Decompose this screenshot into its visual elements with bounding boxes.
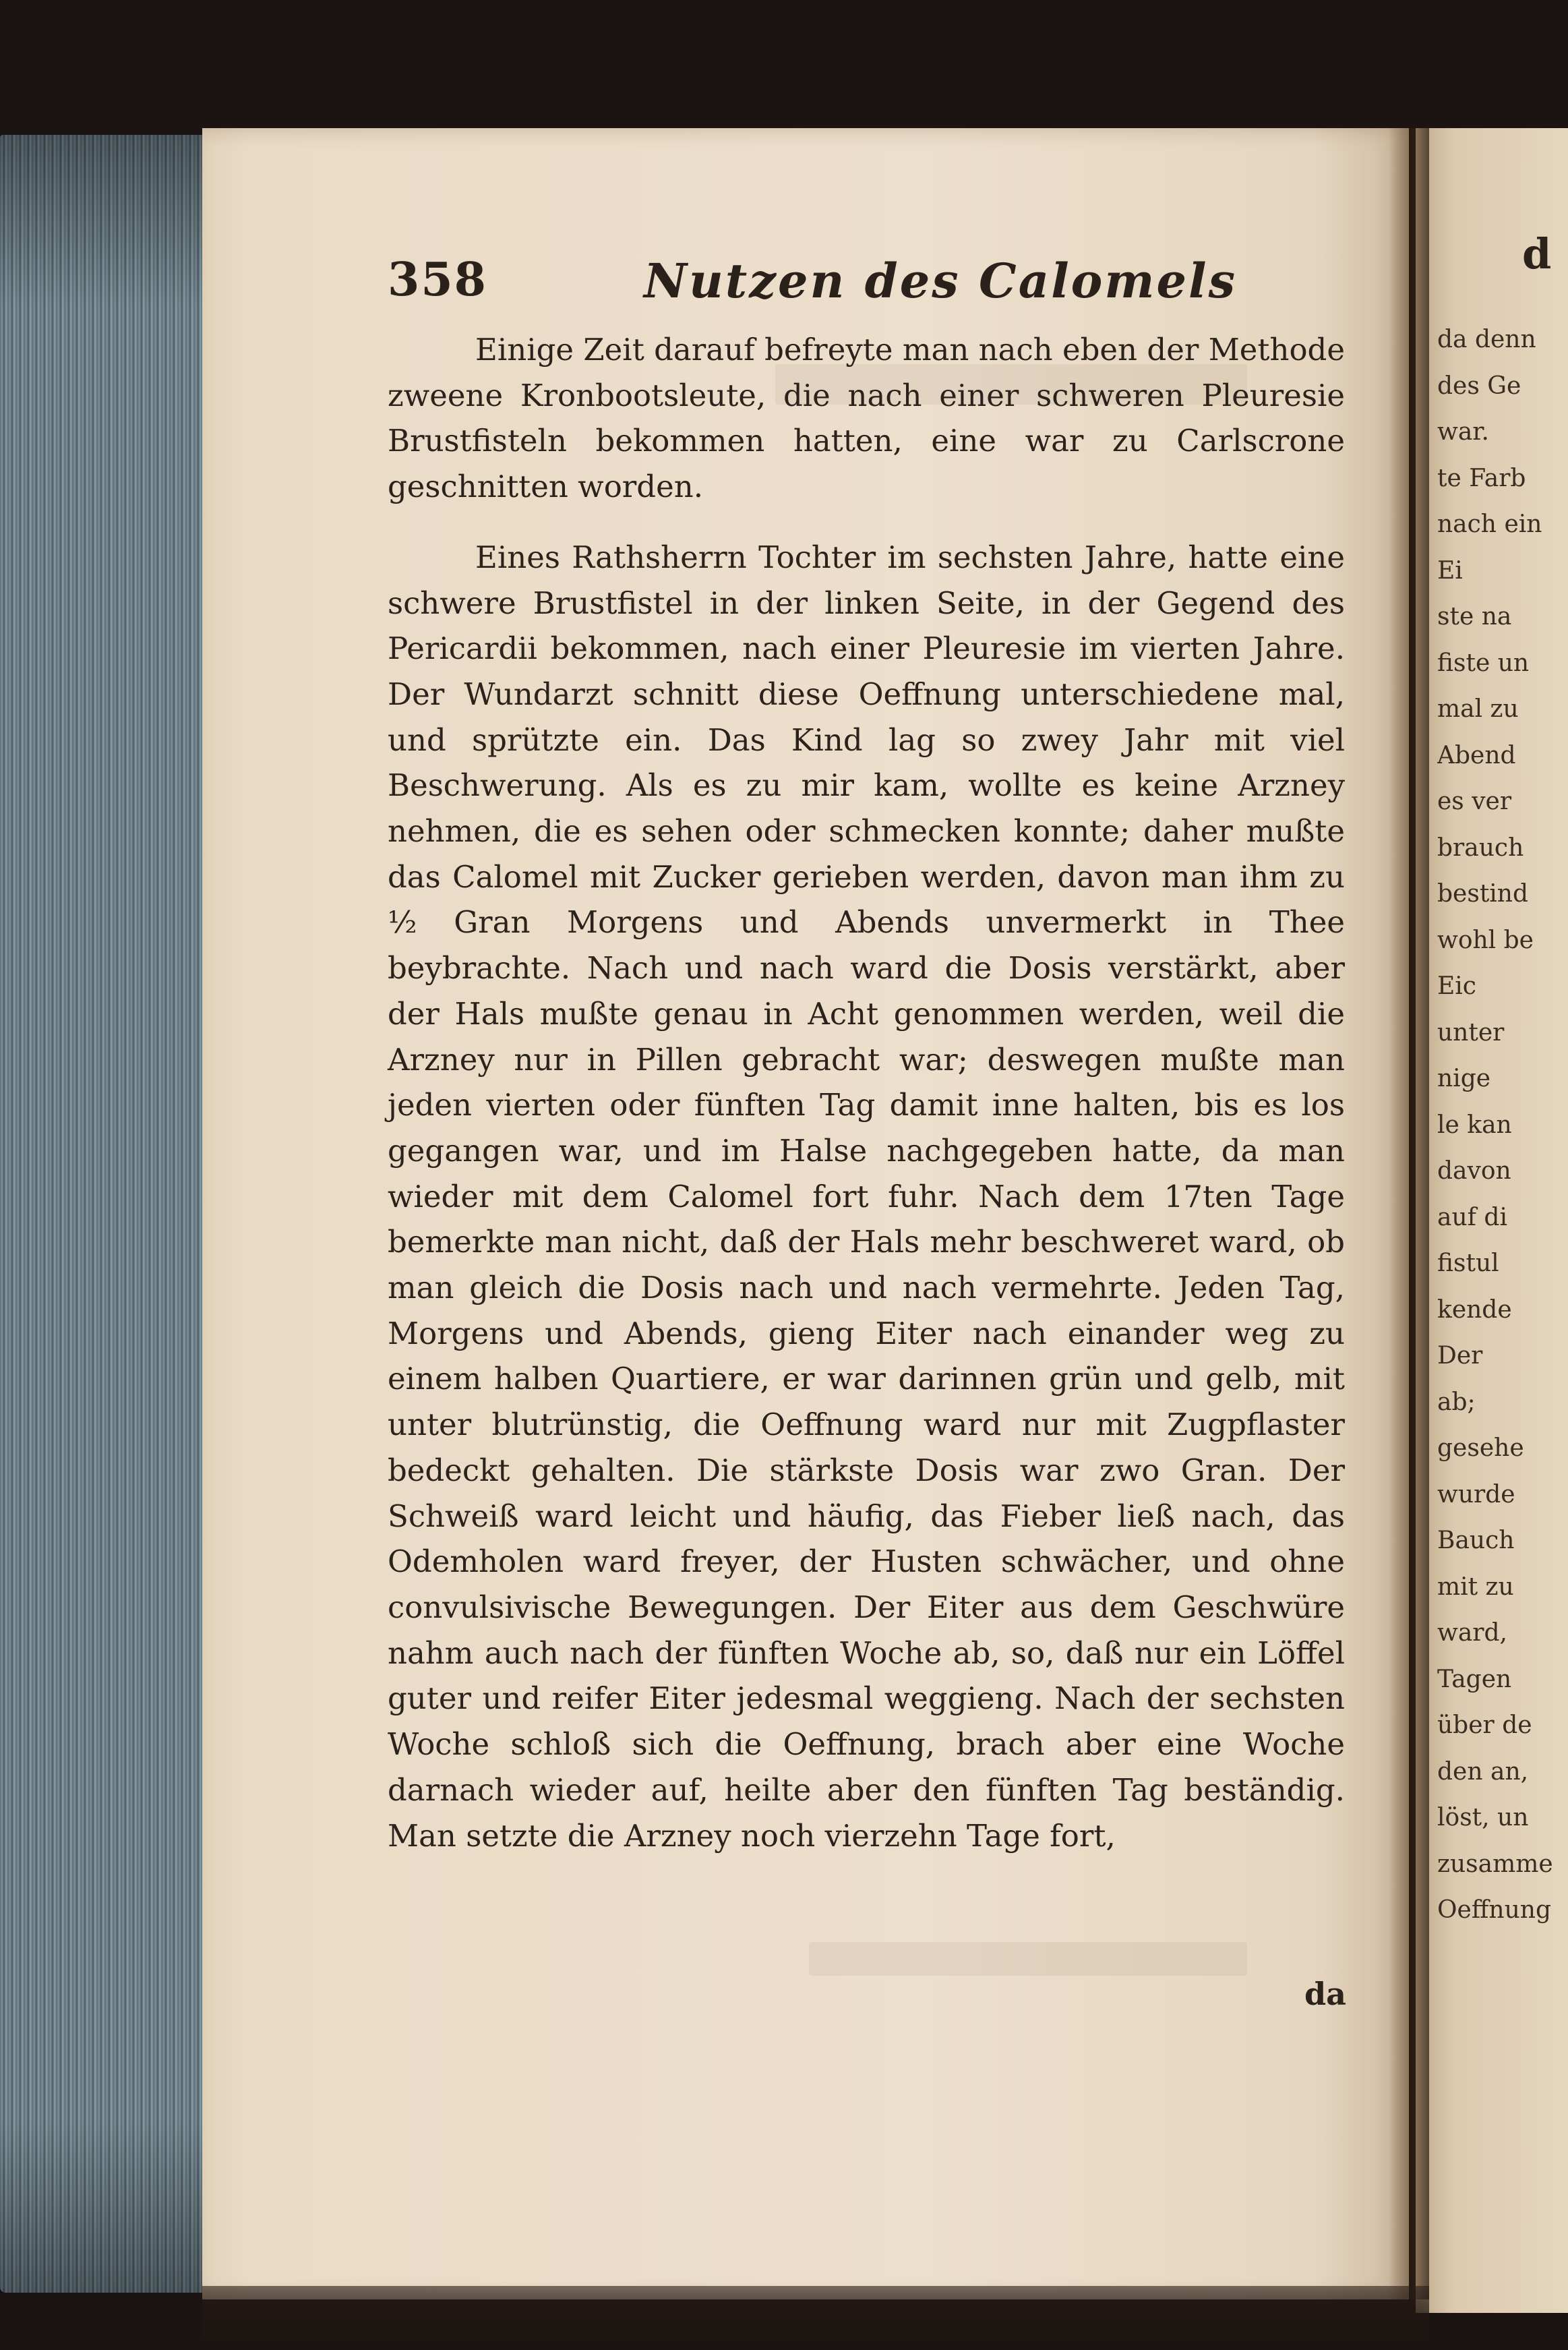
facing-line: brauch <box>1437 833 1524 862</box>
facing-line: Der <box>1437 1342 1483 1370</box>
body-text <box>388 327 1345 1858</box>
facing-line: fistul <box>1437 1250 1499 1277</box>
facing-line: ward, <box>1437 1619 1507 1647</box>
facing-line: gesehe <box>1437 1434 1524 1462</box>
page-number: 358 <box>388 253 487 307</box>
facing-line: Bauch <box>1437 1527 1515 1554</box>
facing-line: des Ge <box>1437 372 1521 400</box>
facing-line: te Farb <box>1437 464 1526 492</box>
facing-line: löst, un <box>1437 1804 1529 1831</box>
facing-line: mit zu <box>1437 1573 1514 1601</box>
facing-line: le kan <box>1437 1111 1512 1139</box>
facing-page-text-fragments <box>1437 317 1562 1934</box>
facing-line: auf di <box>1437 1203 1507 1231</box>
facing-line: bestind <box>1437 880 1529 908</box>
facing-line: da denn <box>1437 326 1536 353</box>
facing-line: zusamme <box>1437 1850 1553 1878</box>
facing-line: Eic <box>1437 972 1476 1000</box>
page-fore-edge <box>0 135 202 2293</box>
facing-line: Oeffnung <box>1437 1896 1551 1924</box>
facing-line: war. <box>1437 418 1489 446</box>
facing-line: es ver <box>1437 788 1512 815</box>
facing-line: mal zu <box>1437 695 1519 723</box>
facing-line: nige <box>1437 1065 1491 1092</box>
catchword: da <box>1304 1976 1346 2012</box>
facing-line: den an, <box>1437 1757 1529 1786</box>
facing-line: Ei <box>1437 556 1463 585</box>
facing-line: Tagen <box>1437 1665 1512 1693</box>
facing-line: unter <box>1437 1018 1505 1047</box>
facing-page-head-fragment: d <box>1522 229 1552 278</box>
paragraph-1: Einige Zeit darauf befreyte man nach eben der Methode zweene Kronbootsleute, die nach einer schweren Pleuresie Brustfisteln bekommen hatten, eine war zu Carlscrone geschnitten worden. <box>388 332 1345 505</box>
facing-line: über de <box>1437 1711 1532 1739</box>
running-head <box>388 253 1399 334</box>
facing-line: davon <box>1437 1157 1511 1185</box>
facing-line: nach ein <box>1437 510 1542 538</box>
facing-line: wurde <box>1437 1480 1515 1508</box>
gutter-shadow <box>1389 128 1429 2299</box>
facing-line: fiste un <box>1437 649 1530 677</box>
facing-line: wohl be <box>1437 926 1534 954</box>
facing-line: kende <box>1437 1295 1512 1324</box>
bottom-shadow <box>202 2286 1429 2350</box>
facing-line: Abend <box>1437 741 1516 769</box>
facing-line: ab; <box>1437 1388 1476 1416</box>
facing-line: ste na <box>1437 603 1512 630</box>
paragraph-2: Eines Rathsherrn Tochter im sechsten Jahre, hatte eine schwere Brustfistel in der linken Seite, in der Gegend des Pericardii bekommen, nach einer Pleuresie im vierten Jahre. Der Wundarzt schnitt diese Oeffnung unterschiedene mal, und sprützte ein. Das Kind lag so zwey Jahr mit viel Beschwerung. Als es zu mir kam, wollte es keine Arzney nehmen, die es sehen oder schmecken konnte; daher mußte das Calomel mit Zucker gerieben werden, davon man ihm zu ½ Gran Morgens und Abends unvermerkt in Thee beybrachte. Nach und nach ward die Dosis verstärkt, aber der Hals mußte genau in Acht genommen werden, weil die Arzney nur in Pillen gebracht war; deswegen mußte man jeden vierten oder fünften Tag damit inne halten, bis es los gegangen war, und im Halse nachgegeben hatte, da man wieder mit dem Calomel fort fuhr. Nach dem 17ten Tage bemerkte man nicht, daß der Hals mehr beschweret ward, ob man gleich die Dosis nach und nach vermehrte. Jeden Tag, Morgens und Abends, gieng Eiter nach einander weg zu einem halben Quartiere, er war darinnen grün und gelb, mit unter blutrünstig, die Oeffnung ward nur mit Zugpflaster bedeckt gehalten. Die stärkste Dosis war zwo Gran. Der Schweiß ward leicht und häufig, das Fieber ließ nach, das Odemholen ward freyer, der Husten schwächer, und ohne convulsivische Bewegungen. Der Eiter aus dem Geschwüre nahm auch nach der fünften Woche ab, so, daß nur ein Löffel guter und reifer Eiter jedesmal weggieng. Nach der sechsten Woche schloß sich die Oeffnung, brach aber eine Woche darnach wieder auf, heilte aber den fünften Tag beständig. Man setzte die Arzney noch vierzehn Tage fort, <box>388 539 1345 1854</box>
running-title: Nutzen des Calomels <box>644 253 1237 309</box>
bleed-through-mark <box>809 1942 1247 1976</box>
